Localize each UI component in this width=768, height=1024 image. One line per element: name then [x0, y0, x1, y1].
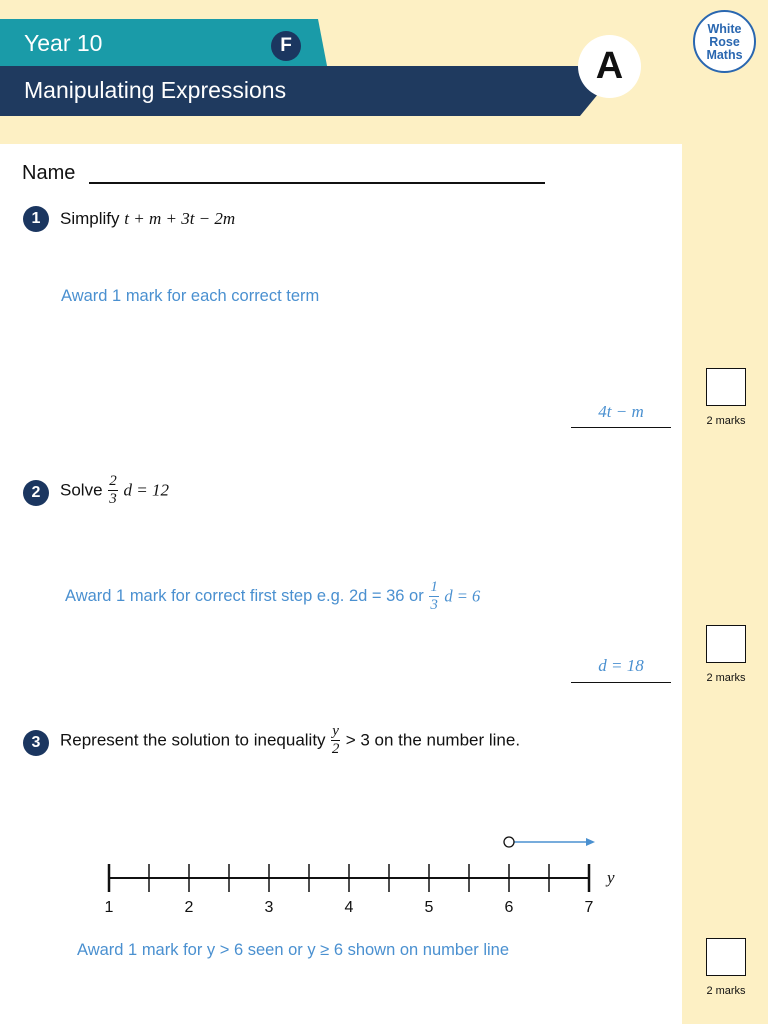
name-label: Name [22, 162, 76, 184]
question-2-fraction: $\frac{2}{3}$ [109, 473, 117, 507]
question-1-mark-note: Award 1 mark for each correct term [61, 287, 320, 305]
mark-box-1[interactable] [706, 368, 746, 406]
question-2-answer-line[interactable] [571, 682, 671, 683]
question-number-2: 2 [23, 480, 49, 506]
question-1-answer: 4t − m [598, 402, 644, 421]
number-line-label: 4 [344, 899, 354, 916]
number-line-label: 5 [424, 899, 434, 916]
question-2-text [60, 474, 169, 507]
tier-badge: F [271, 31, 301, 61]
question-3-text [60, 724, 520, 757]
solution-arrow-head [586, 838, 595, 846]
solution-open-circle [504, 837, 514, 847]
number-line-label: 1 [104, 899, 114, 916]
year-label: Year 10 [24, 30, 103, 56]
question-2-answer: d = 18 [598, 656, 644, 675]
marks-label-2: 2 marks [706, 672, 746, 684]
question-1-text [60, 209, 235, 229]
name-field[interactable] [89, 182, 545, 184]
number-line[interactable] [100, 830, 640, 920]
number-line-variable: y [607, 868, 615, 887]
question-1-expression: t + m + 3t − 2m [124, 209, 236, 228]
question-number-3: 3 [23, 730, 49, 756]
marks-label-3: 2 marks [706, 985, 746, 997]
version-badge: A [578, 35, 641, 98]
question-2-mark-note: Award 1 mark for correct first step e.g. 2d = 36 or $\frac{1}{3}$ d = 6 [65, 579, 481, 613]
question-number-1: 1 [23, 206, 49, 232]
mark-box-2[interactable] [706, 625, 746, 663]
question-3-instruction-suffix: > 3 on the number line. [345, 730, 521, 750]
number-line-label: 3 [264, 899, 274, 916]
mark-box-3[interactable] [706, 938, 746, 976]
question-3-instruction: Represent the solution to inequality [60, 730, 326, 750]
number-line-label: 6 [504, 899, 514, 916]
marks-label-1: 2 marks [706, 415, 746, 427]
white-rose-maths-logo: White Rose Maths [693, 10, 756, 73]
number-line-label: 2 [184, 899, 194, 916]
question-1-answer-line[interactable] [571, 427, 671, 428]
question-2-instruction: Solve [60, 480, 103, 500]
topic-title: Manipulating Expressions [24, 77, 287, 103]
question-2-expression: d = 12 [123, 480, 169, 500]
question-2-note-fraction: $\frac{1}{3}$ [430, 579, 438, 613]
question-3-mark-note: Award 1 mark for y > 6 seen or y ≥ 6 shown on number line [77, 941, 510, 959]
number-line-label: 7 [584, 899, 594, 916]
question-3-fraction: $\frac{y}{2}$ [331, 723, 340, 757]
question-1-instruction: Simplify [60, 209, 120, 228]
